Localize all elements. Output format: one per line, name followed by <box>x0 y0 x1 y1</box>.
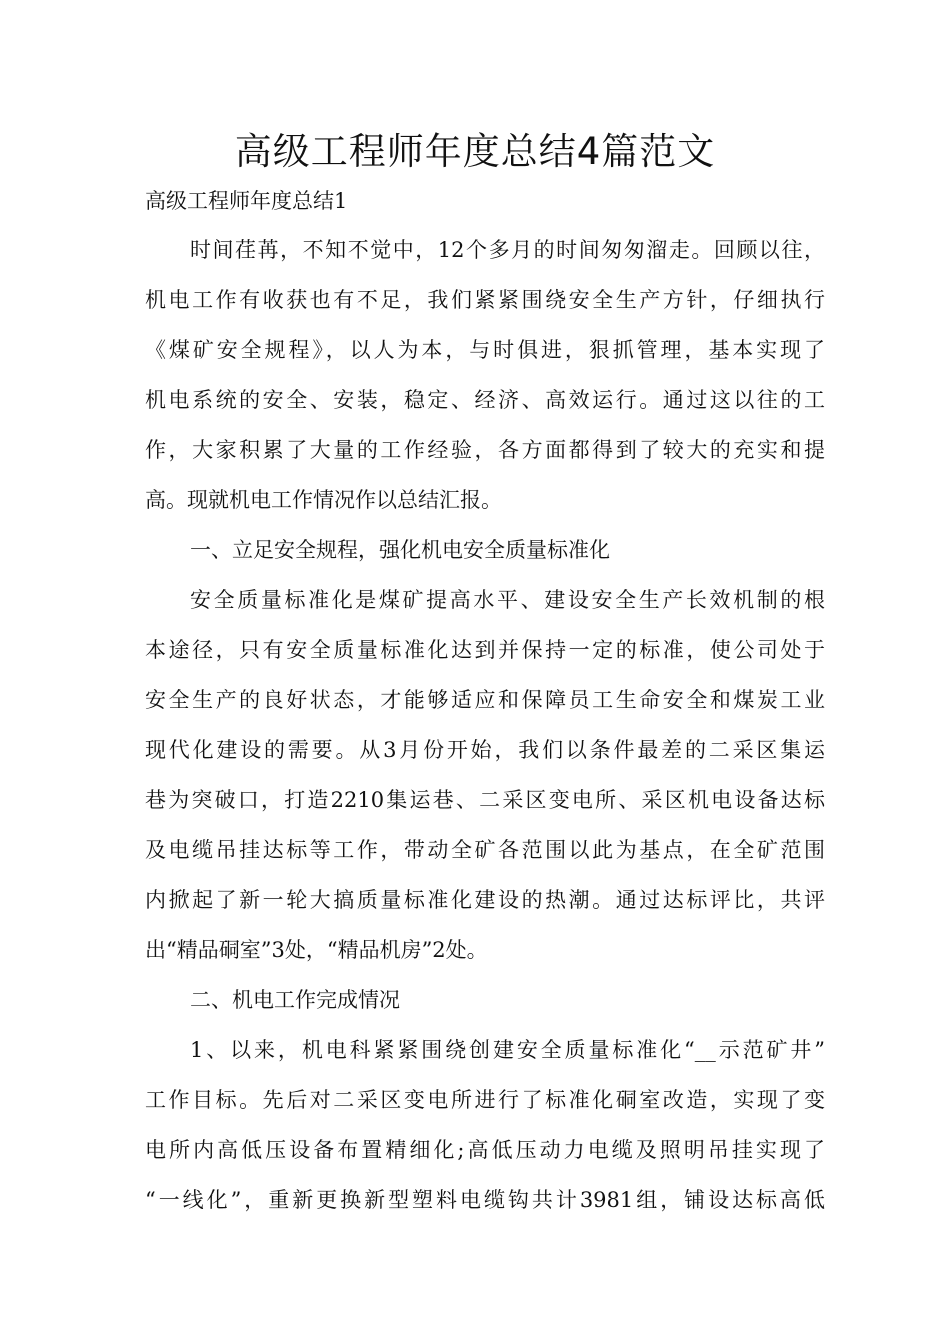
paragraph-line: 《煤矿安全规程》，以人为本，与时俱进，狠抓管理，基本实现了 <box>145 338 825 362</box>
section-heading: 二、机电工作完成情况 <box>190 988 400 1012</box>
paragraph-line: 现代化建设的需要。从3月份开始，我们以条件最差的二采区集运 <box>145 738 825 762</box>
paragraph-line: 出“精品硐室”3处，“精品机房”2处。 <box>145 938 488 962</box>
paragraph-line: 及电缆吊挂达标等工作，带动全矿各范围以此为基点，在全矿范围 <box>145 838 825 862</box>
paragraph-line: 机电工作有收获也有不足，我们紧紧围绕安全生产方针，仔细执行 <box>145 288 825 312</box>
paragraph-line: 巷为突破口，打造2210集运巷、二采区变电所、采区机电设备达标 <box>145 788 825 812</box>
section-subtitle: 高级工程师年度总结1 <box>145 189 348 213</box>
paragraph-line: 机电系统的安全、安装，稳定、经济、高效运行。通过这以往的工 <box>145 388 825 412</box>
section-heading: 一、立足安全规程，强化机电安全质量标准化 <box>190 538 610 562</box>
paragraph-line: 作，大家积累了大量的工作经验，各方面都得到了较大的充实和提 <box>145 438 825 462</box>
paragraph-line: 高。现就机电工作情况作以总结汇报。 <box>145 488 502 512</box>
paragraph-line: 1、以来，机电科紧紧围绕创建安全质量标准化“__示范矿井” <box>190 1038 825 1062</box>
paragraph-line: 时间荏苒，不知不觉中，12个多月的时间匆匆溜走。回顾以往， <box>190 238 825 262</box>
paragraph-line: 安全生产的良好状态，才能够适应和保障员工生命安全和煤炭工业 <box>145 688 825 712</box>
paragraph-line: 安全质量标准化是煤矿提高水平、建设安全生产长效机制的根 <box>190 588 825 612</box>
document-title: 高级工程师年度总结4篇范文 <box>234 130 716 173</box>
paragraph-line: 内掀起了新一轮大搞质量标准化建设的热潮。通过达标评比，共评 <box>145 888 825 912</box>
paragraph-line: 工作目标。先后对二采区变电所进行了标准化硐室改造，实现了变 <box>145 1088 825 1112</box>
paragraph-line: 电所内高低压设备布置精细化;高低压动力电缆及照明吊挂实现了 <box>145 1138 825 1162</box>
paragraph-line: “一线化”，重新更换新型塑料电缆钩共计3981组，铺设达标高低 <box>145 1188 825 1212</box>
paragraph-line: 本途径，只有安全质量标准化达到并保持一定的标准，使公司处于 <box>145 638 825 662</box>
